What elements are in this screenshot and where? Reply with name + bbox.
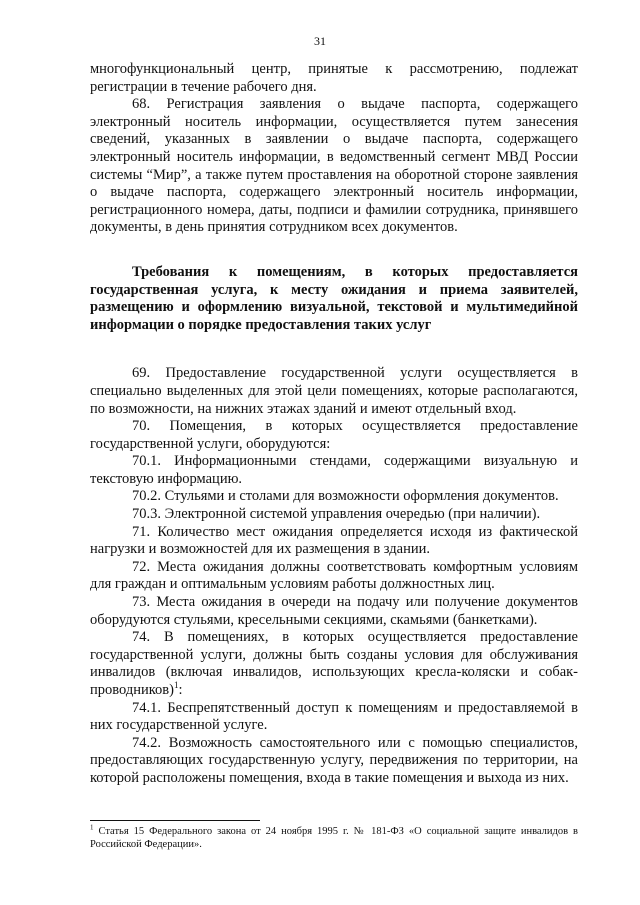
paragraph-70: 70. Помещения, в которых осуществляется предоставление государственной услуги, оборудуются: <box>90 418 578 452</box>
paragraph-74-text: 74. В помещениях, в которых осуществляется предоставление государственной услуги, должны быть созданы условия для обслуживания инвалидов (включая инвалидов, использующих кресла-коляски и собак-проводников) <box>90 629 578 698</box>
paragraph-74-2: 74.2. Возможность самостоятельного или с помощью специалистов, предоставляющих государственную услугу, передвижения по территории, на которой расположены помещения, входа в такие помещения и выхода из них. <box>90 734 578 786</box>
footnote-separator <box>90 820 260 821</box>
paragraph-70-1: 70.1. Информационными стендами, содержащими визуальную и текстовую информацию. <box>90 453 578 487</box>
paragraph-71: 71. Количество мест ожидания определяется исходя из фактической нагрузки и возможностей для их размещения в здании. <box>90 523 578 558</box>
footnote-marker: 1 <box>90 823 94 832</box>
section-heading: Требования к помещениям, в которых предоставляется государственная услуга, к месту ожидания и приема заявителей, размещению и оформлению визуальной, текстовой и мультимедийной информации о порядке предоставления таких услуг <box>90 263 578 333</box>
footnote <box>90 825 578 851</box>
paragraph-70-2: 70.2. Стульями и столами для возможности оформления документов. <box>132 488 559 505</box>
paragraph-74-suffix: : <box>178 682 183 698</box>
footnote-reference: 1 <box>173 680 179 691</box>
body-text <box>90 61 578 788</box>
paragraph-73: 73. Места ожидания в очереди на подачу или получение документов оборудуются стульями, кресельными секциями, скамьями (банкетками). <box>90 594 578 628</box>
paragraph-69: 69. Предоставление государственной услуги осуществляется в специально выделенных для этой цели помещениях, которые располагаются, по возможности, на нижних этажах зданий и имеют отдельный вход. <box>90 365 578 417</box>
paragraph-72: 72. Места ожидания должны соответствовать комфортным условиям для граждан и оптимальным условиям работы должностных лиц. <box>90 558 578 593</box>
paragraph-70-3: 70.3. Электронной системой управления очередью (при наличии). <box>132 506 541 523</box>
paragraph-continuation: многофункциональный центр, принятые к рассмотрению, подлежат регистрации в течение рабочего дня. <box>90 61 578 95</box>
page-number: 31 <box>314 34 326 48</box>
paragraph-74-1: 74.1. Беспрепятственный доступ к помещениям и предоставляемой в них государственной услуге. <box>90 699 578 734</box>
paragraph-68: 68. Регистрация заявления о выдаче паспорта, содержащего электронный носитель информации, осуществляется путем занесения сведений, указанных в заявлении о выдаче паспорта, содержащего электронный носитель информации, в ведомственный сегмент МВД России системы “Мир”, а также путем проставления на оборотной стороне заявления о выдаче паспорта, содержащего электронный носитель информации, регистрационного номера, даты, подписи и фамилии сотрудника, принявшего документы, в день принятия сотрудником всех документов. <box>90 96 578 236</box>
paragraph-74 <box>90 629 578 699</box>
footnote-text: Статья 15 Федерального закона от 24 ноября 1995 г. № 181-ФЗ «О социальной защите инвалидов в Российской Федерации». <box>90 826 578 850</box>
